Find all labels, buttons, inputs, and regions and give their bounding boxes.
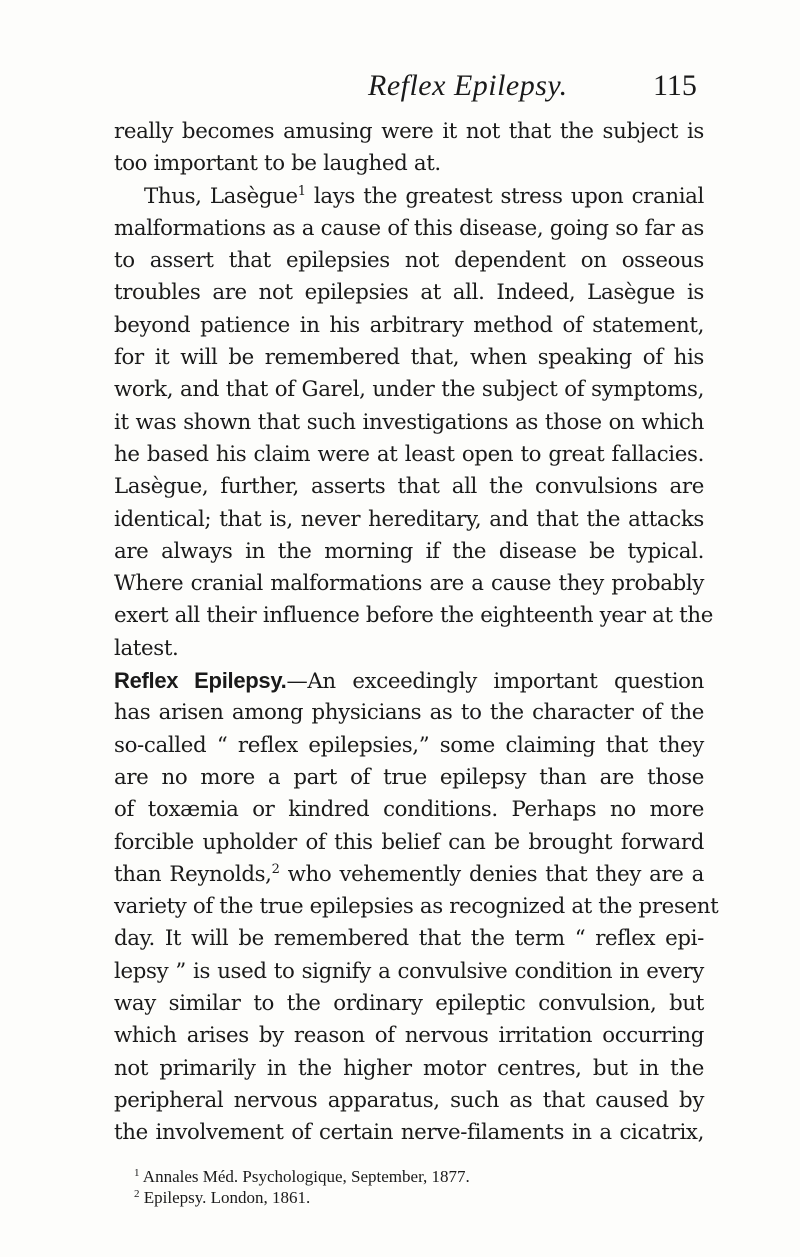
footnote-ref: 2 bbox=[271, 861, 280, 877]
footnote-text: Epilepsy. London, 1861. bbox=[139, 1188, 311, 1207]
line-text: so-called “ reflex epilepsies,” some claiming that they bbox=[114, 732, 704, 758]
line-text: latest. bbox=[114, 635, 179, 661]
text-line bbox=[114, 536, 704, 568]
text-line bbox=[114, 762, 704, 794]
text-line bbox=[114, 956, 704, 988]
line-text: he based his claim were at least open to great fallacies. bbox=[114, 441, 704, 467]
text-line bbox=[114, 439, 704, 471]
line-text: than Reynolds, bbox=[114, 861, 272, 887]
text-line bbox=[114, 342, 704, 374]
text-line bbox=[114, 794, 704, 826]
text-line bbox=[114, 245, 704, 277]
running-title: Reflex Epilepsy. bbox=[368, 69, 568, 102]
text-line bbox=[114, 1117, 704, 1149]
line-text: really becomes amusing were it not that the subject is bbox=[114, 119, 704, 144]
line-text: has arisen among physicians as to the character of the bbox=[114, 700, 704, 726]
text-line bbox=[114, 665, 704, 697]
line-text: troubles are not epilepsies at all. Indeed, Lasègue is bbox=[114, 280, 704, 306]
line-text: not primarily in the higher motor centres, but in the bbox=[114, 1055, 704, 1081]
text-line bbox=[114, 568, 704, 600]
footnote bbox=[134, 1166, 694, 1187]
line-text: lepsy ” is used to signify a convulsive condition in every bbox=[114, 958, 704, 984]
text-line bbox=[114, 116, 704, 148]
text-line bbox=[114, 1053, 704, 1085]
line-text: are no more a part of true epilepsy than are those bbox=[114, 764, 704, 790]
footnote bbox=[134, 1187, 694, 1208]
footnote-marker: 1 bbox=[134, 1167, 140, 1179]
line-text: identical; that is, never hereditary, and that the attacks bbox=[114, 506, 704, 532]
line-text: way similar to the ordinary epileptic convulsion, but bbox=[114, 991, 704, 1017]
line-text: beyond patience in his arbitrary method of statement, bbox=[114, 312, 704, 338]
text-line bbox=[114, 633, 704, 665]
text-line bbox=[114, 891, 719, 923]
text-line bbox=[114, 277, 704, 309]
footnote-text: Annales Méd. Psychologique, September, 1877. bbox=[139, 1167, 470, 1186]
line-text: Where cranial malformations are a cause they probably bbox=[114, 571, 704, 597]
text-line bbox=[114, 1085, 704, 1117]
text-line bbox=[114, 374, 704, 406]
line-text: variety of the true epilepsies as recognized at the present bbox=[114, 894, 719, 920]
text-line bbox=[114, 504, 704, 536]
line-text-continued: who vehemently denies that they are a bbox=[279, 861, 704, 887]
text-line bbox=[114, 407, 704, 439]
line-text: too important to be laughed at. bbox=[114, 151, 441, 177]
line-text: Lasègue, further, asserts that all the convulsions are bbox=[114, 474, 704, 500]
section-heading: Reflex Epilepsy. bbox=[114, 668, 287, 694]
page-number: 115 bbox=[653, 69, 697, 102]
body-text bbox=[114, 116, 719, 1150]
text-line bbox=[114, 1020, 704, 1052]
footnote-marker: 2 bbox=[134, 1188, 140, 1200]
text-line bbox=[114, 600, 713, 632]
line-text: forcible upholder of this belief can be brought forward bbox=[114, 829, 704, 855]
line-text: of toxæmia or kindred conditions. Perhaps no more bbox=[114, 797, 704, 823]
text-line bbox=[114, 471, 704, 503]
line-text: the involvement of certain nerve-filaments in a cicatrix, bbox=[114, 1120, 704, 1146]
line-text: Thus, Lasègue bbox=[144, 183, 298, 209]
line-text: are always in the morning if the disease be typical. bbox=[114, 538, 704, 564]
line-text: for it will be remembered that, when speaking of his bbox=[114, 345, 704, 371]
text-line bbox=[114, 923, 704, 955]
text-line bbox=[114, 213, 704, 245]
line-text: peripheral nervous apparatus, such as that caused by bbox=[114, 1087, 704, 1113]
footnote-ref: 1 bbox=[297, 183, 306, 199]
text-line bbox=[114, 181, 704, 213]
running-header bbox=[0, 66, 800, 106]
text-line bbox=[114, 697, 704, 729]
text-line bbox=[114, 148, 704, 180]
text-line bbox=[114, 859, 704, 891]
line-text: which arises by reason of nervous irritation occurring bbox=[114, 1023, 704, 1049]
footnotes bbox=[134, 1166, 694, 1208]
line-text: to assert that epilepsies not dependent on osseous bbox=[114, 248, 704, 274]
text-line bbox=[114, 827, 704, 859]
line-text-continued: —An exceedingly important question bbox=[286, 669, 704, 695]
line-text: work, and that of Garel, under the subject of symptoms, bbox=[114, 377, 704, 403]
line-text: day. It will be remembered that the term “ reflex epi- bbox=[114, 926, 704, 952]
line-text: it was shown that such investigations as those on which bbox=[114, 409, 704, 435]
line-text: malformations as a cause of this disease, going so far as bbox=[114, 215, 704, 241]
line-text: exert all their influence before the eighteenth year at the bbox=[114, 603, 713, 629]
text-line bbox=[114, 988, 704, 1020]
text-line bbox=[114, 730, 704, 762]
line-text-continued: lays the greatest stress upon cranial bbox=[305, 183, 704, 209]
text-line bbox=[114, 310, 704, 342]
